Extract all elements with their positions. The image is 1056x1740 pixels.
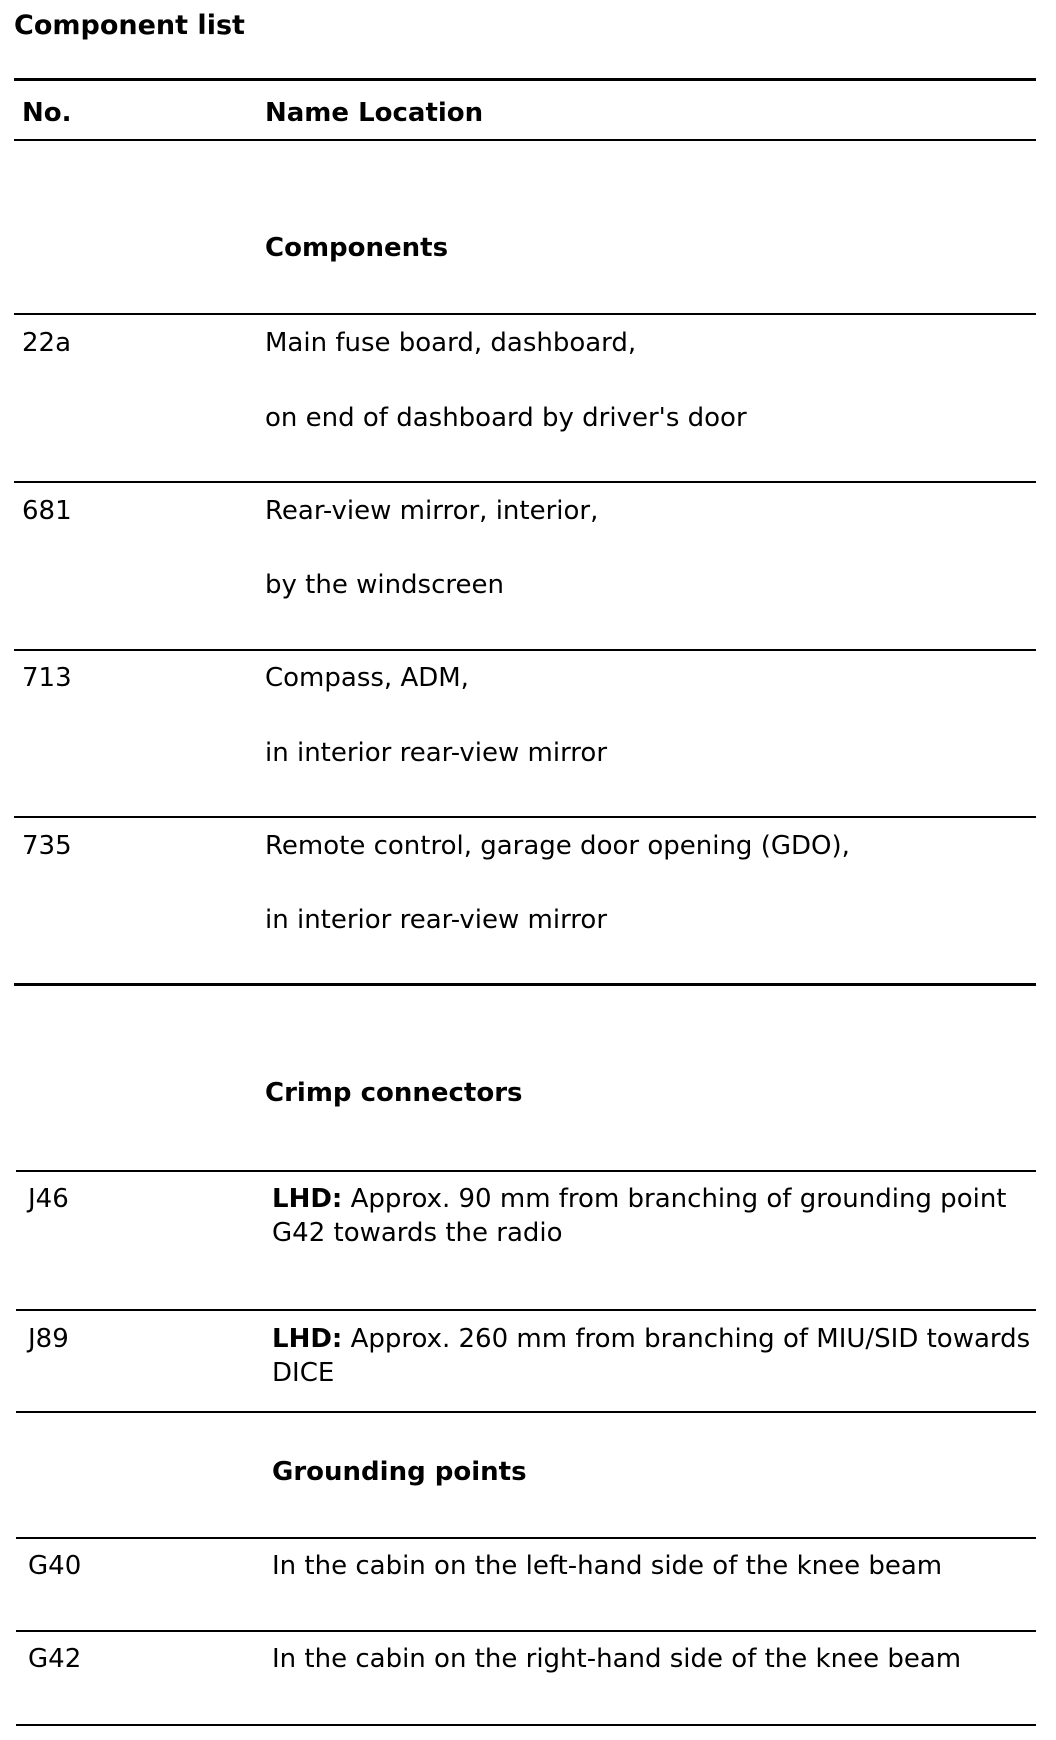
row-divider (16, 1170, 1036, 1172)
connector-location-text: Approx. 260 mm from branching of MIU/SID towards DICE (272, 1324, 1031, 1388)
page-title: Component list (14, 10, 245, 41)
connector-number: J89 (28, 1324, 69, 1354)
component-location: on end of dashboard by driver's door (265, 403, 747, 433)
component-number: 681 (22, 496, 72, 526)
header-no: No. (22, 98, 72, 128)
component-name: Compass, ADM, (265, 663, 469, 693)
section-heading-components: Components (265, 233, 449, 263)
connector-number: J46 (28, 1184, 69, 1214)
table-bottom-rule (16, 1724, 1036, 1726)
component-location: in interior rear-view mirror (265, 905, 608, 935)
row-divider (14, 481, 1036, 483)
section-heading-grounding-points: Grounding points (272, 1457, 527, 1487)
lhd-label: LHD: (272, 1184, 343, 1214)
component-name: Remote control, garage door opening (GDO), (265, 831, 850, 861)
component-number: 735 (22, 831, 72, 861)
grounding-point-number: G40 (28, 1551, 82, 1581)
row-divider (16, 1630, 1036, 1632)
grounding-point-number: G42 (28, 1644, 82, 1674)
row-divider (16, 1411, 1036, 1413)
row-divider (14, 313, 1036, 315)
row-divider (16, 1309, 1036, 1311)
header-name-location: Name Location (265, 98, 484, 128)
row-divider (14, 816, 1036, 818)
component-name: Rear-view mirror, interior, (265, 496, 599, 526)
section-end-rule (14, 983, 1036, 986)
row-divider (16, 1537, 1036, 1539)
grounding-point-location: In the cabin on the left-hand side of the knee beam (272, 1551, 943, 1581)
connector-location (272, 1182, 1052, 1250)
header-top-rule (14, 78, 1036, 81)
connector-location (272, 1322, 1052, 1390)
component-name: Main fuse board, dashboard, (265, 328, 637, 358)
header-bottom-rule (14, 139, 1036, 141)
lhd-label: LHD: (272, 1324, 343, 1354)
section-heading-crimp-connectors: Crimp connectors (265, 1078, 523, 1108)
component-number: 22a (22, 328, 72, 358)
component-location: in interior rear-view mirror (265, 738, 608, 768)
row-divider (14, 649, 1036, 651)
grounding-point-location: In the cabin on the right-hand side of the knee beam (272, 1644, 962, 1674)
component-location: by the windscreen (265, 570, 504, 600)
component-number: 713 (22, 663, 72, 693)
connector-location-text: Approx. 90 mm from branching of grounding point G42 towards the radio (272, 1184, 1007, 1248)
